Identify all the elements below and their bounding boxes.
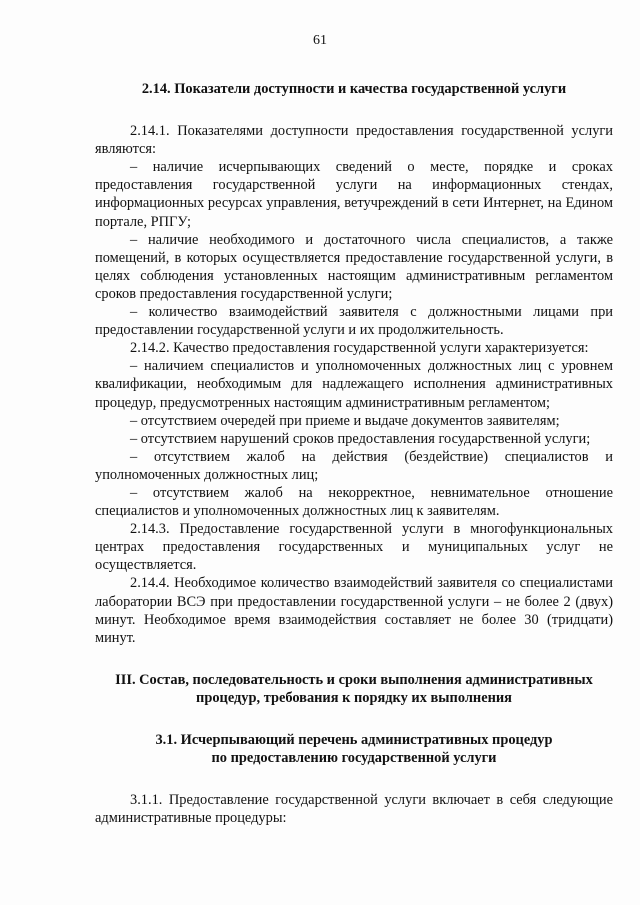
list-item: – отсутствием жалоб на некорректное, невнимательное отношение специалистов и уполномоченных должностных лиц к заявителям.	[95, 484, 613, 520]
subsection-heading-3-1-line2: по предоставлению государственной услуги	[211, 750, 497, 767]
paragraph-2-14-2: 2.14.2. Качество предоставления государственной услуги характеризуется:	[130, 340, 589, 357]
section-heading-3-line1: III. Состав, последовательность и сроки выполнения административных	[115, 671, 593, 688]
section-heading-2-14: 2.14. Показатели доступности и качества государственной услуги	[141, 81, 567, 97]
paragraph-2-14-4: 2.14.4. Необходимое количество взаимодействий заявителя со специалистами лаборатории ВСЭ при предоставлении государственной услуги – не более 2 (двух) минут. Необходимое время взаимодействия составляет не более 30 (тридцати) минут.	[95, 575, 613, 646]
page-content	[95, 80, 613, 827]
page-number: 61	[313, 33, 327, 48]
paragraph-2-14-3: 2.14.3. Предоставление государственной услуги в многофункциональных центрах предоставления государственных и муниципальных услуг не осуществляется.	[95, 521, 613, 574]
section-heading-3	[95, 671, 613, 707]
section-heading-3-line2: процедур, требования к порядку их выполнения	[196, 689, 512, 706]
list-item: – наличие исчерпывающих сведений о месте, порядке и сроках предоставления государственной услуги на информационных стендах, информационных ресурсах управления, ветучреждений в сети Интернет, на Едином портале, РПГУ;	[95, 159, 613, 230]
list-item: – количество взаимодействий заявителя с должностными лицами при предоставлении государственной услуги и их продолжительность.	[95, 304, 613, 339]
list-item: – наличие необходимого и достаточного числа специалистов, а также помещений, в которых осуществляется предоставление государственной услуги, в целях соблюдения установленных настоящим административным регламентом сроков предоставления государственной услуги;	[95, 231, 613, 302]
list-item: – отсутствием нарушений сроков предоставления государственной услуги;	[130, 430, 591, 447]
subsection-heading-3-1	[95, 731, 613, 767]
list-item: – наличием специалистов и уполномоченных должностных лиц с уровнем квалификации, необходимым для надлежащего исполнения административных процедур, предусмотренных настоящим административным регламентом;	[95, 358, 613, 411]
paragraph-2-14-1: 2.14.1. Показателями доступности предоставления государственной услуги являются:	[95, 123, 613, 158]
list-item: – отсутствием жалоб на действия (бездействие) специалистов и уполномоченных должностных лиц;	[95, 448, 613, 483]
list-item: – отсутствием очередей при приеме и выдаче документов заявителям;	[130, 412, 560, 429]
subsection-heading-3-1-line1: 3.1. Исчерпывающий перечень административных процедур	[155, 732, 553, 748]
paragraph-3-1-1: 3.1.1. Предоставление государственной услуги включает в себя следующие административные процедуры:	[95, 792, 613, 827]
